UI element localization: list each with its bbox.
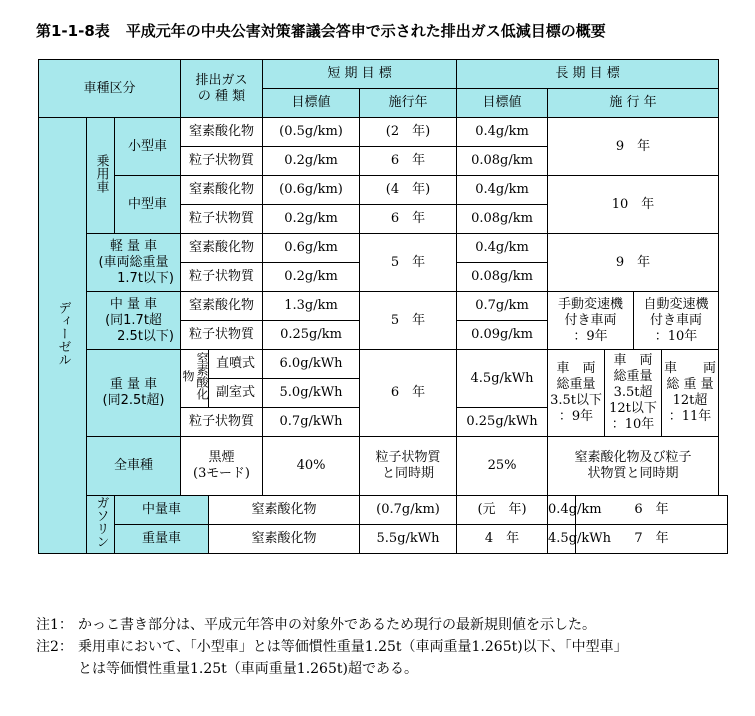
cell-value: 4.5g/kWh xyxy=(548,525,576,554)
cell-value: 25% xyxy=(457,437,548,496)
cell-value: 0.08g/km xyxy=(457,205,548,234)
cell-heavy-over-12t xyxy=(662,350,719,437)
gas-nox: 窒素酸化物 xyxy=(209,496,360,525)
table-number: 第1-1-8表 xyxy=(36,22,110,40)
passenger-label-text: 乗用車 xyxy=(93,153,109,193)
cell-value: 0.08g/km xyxy=(457,263,548,292)
cell-value: (元 年) xyxy=(457,496,548,525)
cell-value: (4 年) xyxy=(360,176,457,205)
cell-value: 0.4g/km xyxy=(457,234,548,263)
header-gas-type-line1: 排出ガス xyxy=(195,72,248,88)
passenger-label xyxy=(87,118,115,234)
cell-value: 0.08g/km xyxy=(457,147,548,176)
gas-nox-vertical xyxy=(181,350,209,408)
heavy-c-line1: 車 両 xyxy=(664,361,717,376)
cell-value: 6 年 xyxy=(360,350,457,437)
cell-value: 9 年 xyxy=(548,118,719,176)
heavy-vehicle-line1: 重 量 車 xyxy=(109,377,158,392)
cell-value: 6 年 xyxy=(360,205,457,234)
manual-line1: 手動変速機 xyxy=(558,296,624,312)
light-vehicle-line1: 軽 量 車 xyxy=(109,238,158,254)
manual-line3: ：9年 xyxy=(573,328,608,344)
cell-value: 0.6g/km xyxy=(263,234,360,263)
gas-smoke-line1: 黒煙 xyxy=(208,450,235,465)
all-vehicles-label: 全車種 xyxy=(87,437,181,496)
gas-nox: 窒素酸化物 xyxy=(181,176,263,205)
heavy-b-line2: 総重量 xyxy=(613,369,653,384)
diesel-label xyxy=(39,118,87,554)
heavy-b-line5: ：10年 xyxy=(611,417,655,432)
cell-value: 0.4g/km xyxy=(457,118,548,147)
auto-line1: 自動変速機 xyxy=(643,296,709,312)
gasoline-label-text: ガソリン xyxy=(93,496,109,548)
cell-all-long-year xyxy=(548,437,719,496)
cell-value: 1.3g/km xyxy=(263,292,360,321)
note-2-continuation: とは等価慣性重量1.25t（車両重量1.265t)超である。 xyxy=(78,661,418,677)
cell-value: 40% xyxy=(263,437,360,496)
cell-auto-transmission xyxy=(634,292,719,350)
table-title xyxy=(36,20,606,41)
heavy-a-line2: 総重量 xyxy=(556,377,596,392)
cell-value: 9 年 xyxy=(548,234,719,292)
cell-value: 5 年 xyxy=(360,234,457,292)
header-gas-type-line2: の 種 類 xyxy=(197,88,246,104)
gas-smoke-line2: (3モード) xyxy=(193,466,250,481)
note-2-text: 乗用車において、「小型車」とは等価慣性重量1.25t（車両重量1.265t)以下、「中型車」 xyxy=(78,639,628,655)
cell-value: 6 年 xyxy=(576,496,728,525)
small-car-label: 小型車 xyxy=(115,118,181,176)
auto-line3: ：10年 xyxy=(654,328,698,344)
gas-pm: 粒子状物質 xyxy=(181,205,263,234)
cell-value: 0.4g/km xyxy=(457,176,548,205)
gas-nox: 窒素酸化物 xyxy=(209,525,360,554)
gas-nox: 窒素酸化物 xyxy=(181,292,263,321)
mid-vehicle-label xyxy=(87,292,181,350)
light-vehicle-label xyxy=(87,234,181,292)
gas-pm: 粒子状物質 xyxy=(181,263,263,292)
cell-value: 4 年 xyxy=(457,525,548,554)
heavy-c-line3: 12t超 xyxy=(672,393,708,408)
light-vehicle-line3: 1.7t以下) xyxy=(117,270,174,286)
gasoline-heavy-label: 重量車 xyxy=(115,525,209,554)
gas-pm: 粒子状物質 xyxy=(181,408,263,437)
cell-heavy-3-5t-to-12t xyxy=(605,350,662,437)
cell-value: 0.09g/km xyxy=(457,321,548,350)
gas-direct-injection: 直噴式 xyxy=(209,350,263,379)
header-short-term: 短 期 目 標 xyxy=(263,60,457,89)
cell-value: (2 年) xyxy=(360,118,457,147)
gas-nox: 窒素酸化物 xyxy=(181,234,263,263)
cell-value: 7 年 xyxy=(576,525,728,554)
cell-value: 0.7g/km xyxy=(457,292,548,321)
heavy-vehicle-label xyxy=(87,350,181,437)
header-target-short: 目標値 xyxy=(263,89,360,118)
note-2 xyxy=(36,636,736,658)
manual-line2: 付き車両 xyxy=(564,312,617,328)
cell-value: 6 年 xyxy=(360,147,457,176)
cell-value: 5.5g/kWh xyxy=(360,525,457,554)
light-vehicle-line2: (車両総重量 xyxy=(98,254,169,270)
table-caption: 平成元年の中央公害対策審議会答申で示された排出ガス低減目標の概要 xyxy=(125,22,606,40)
all-ly-line2: 状物質と同時期 xyxy=(587,466,679,481)
mid-vehicle-line1: 中 量 車 xyxy=(109,296,158,312)
mid-vehicle-line2: (同1.7t超 xyxy=(105,312,162,328)
cell-value: 0.4g/km xyxy=(548,496,576,525)
notes xyxy=(36,614,736,680)
cell-value: (0.7g/km) xyxy=(360,496,457,525)
cell-value: 4.5g/kWh xyxy=(457,350,548,408)
all-sy-line1: 粒子状物質 xyxy=(375,450,441,465)
heavy-b-line3: 3.5t超 xyxy=(613,385,653,400)
heavy-a-line4: ：9年 xyxy=(558,409,594,424)
heavy-c-line4: ：11年 xyxy=(668,409,712,424)
diesel-label-text: ディーゼル xyxy=(55,300,71,366)
gas-nox-vertical-text: 窒素酸化物 xyxy=(181,352,209,400)
cell-value: 6.0g/kWh xyxy=(263,350,360,379)
gasoline-label xyxy=(87,496,115,554)
gas-sub-chamber: 副室式 xyxy=(209,379,263,408)
heavy-a-line1: 車 両 xyxy=(556,361,596,376)
heavy-vehicle-line2: (同2.5t超) xyxy=(102,393,165,408)
heavy-a-line3: 3.5t以下 xyxy=(550,393,602,408)
cell-value: 0.7g/kWh xyxy=(263,408,360,437)
gas-nox: 窒素酸化物 xyxy=(181,118,263,147)
cell-value: (0.6g/km) xyxy=(263,176,360,205)
header-enforce-short: 施行年 xyxy=(360,89,457,118)
all-ly-line1: 窒素酸化物及び粒子 xyxy=(574,450,692,465)
heavy-b-line1: 車 両 xyxy=(613,353,653,368)
header-target-long: 目標値 xyxy=(457,89,548,118)
heavy-c-line2: 総 重 量 xyxy=(666,377,714,392)
cell-value: 5.0g/kWh xyxy=(263,379,360,408)
note-1 xyxy=(36,614,736,636)
cell-all-short-year xyxy=(360,437,457,496)
header-gas-type xyxy=(181,60,263,118)
note-2-label: 注2： xyxy=(36,639,73,655)
heavy-b-line4: 12t以下 xyxy=(609,401,657,416)
cell-value: 0.2g/km xyxy=(263,263,360,292)
note-1-label: 注1： xyxy=(36,617,73,633)
gasoline-mid-label: 中量車 xyxy=(115,496,209,525)
gas-pm: 粒子状物質 xyxy=(181,321,263,350)
all-sy-line2: と同時期 xyxy=(382,466,435,481)
cell-value: 10 年 xyxy=(548,176,719,234)
medium-car-label: 中型車 xyxy=(115,176,181,234)
header-long-term: 長 期 目 標 xyxy=(457,60,719,89)
cell-manual-transmission xyxy=(548,292,634,350)
gas-pm: 粒子状物質 xyxy=(181,147,263,176)
cell-value: 0.2g/km xyxy=(263,147,360,176)
cell-value: 0.25g/km xyxy=(263,321,360,350)
emission-targets-table xyxy=(38,59,728,554)
mid-vehicle-line3: 2.5t以下) xyxy=(117,328,174,344)
cell-value: 0.25g/kWh xyxy=(457,408,548,437)
note-1-text: かっこ書き部分は、平成元年答申の対象外であるため現行の最新規則値を示した。 xyxy=(78,617,596,633)
cell-value: 0.2g/km xyxy=(263,205,360,234)
cell-value: (0.5g/km) xyxy=(263,118,360,147)
auto-line2: 付き車両 xyxy=(650,312,703,328)
header-category: 車種区分 xyxy=(39,60,181,118)
gas-smoke xyxy=(181,437,263,496)
cell-heavy-under-3-5t xyxy=(548,350,605,437)
cell-value: 5 年 xyxy=(360,292,457,350)
header-enforce-long: 施 行 年 xyxy=(548,89,719,118)
